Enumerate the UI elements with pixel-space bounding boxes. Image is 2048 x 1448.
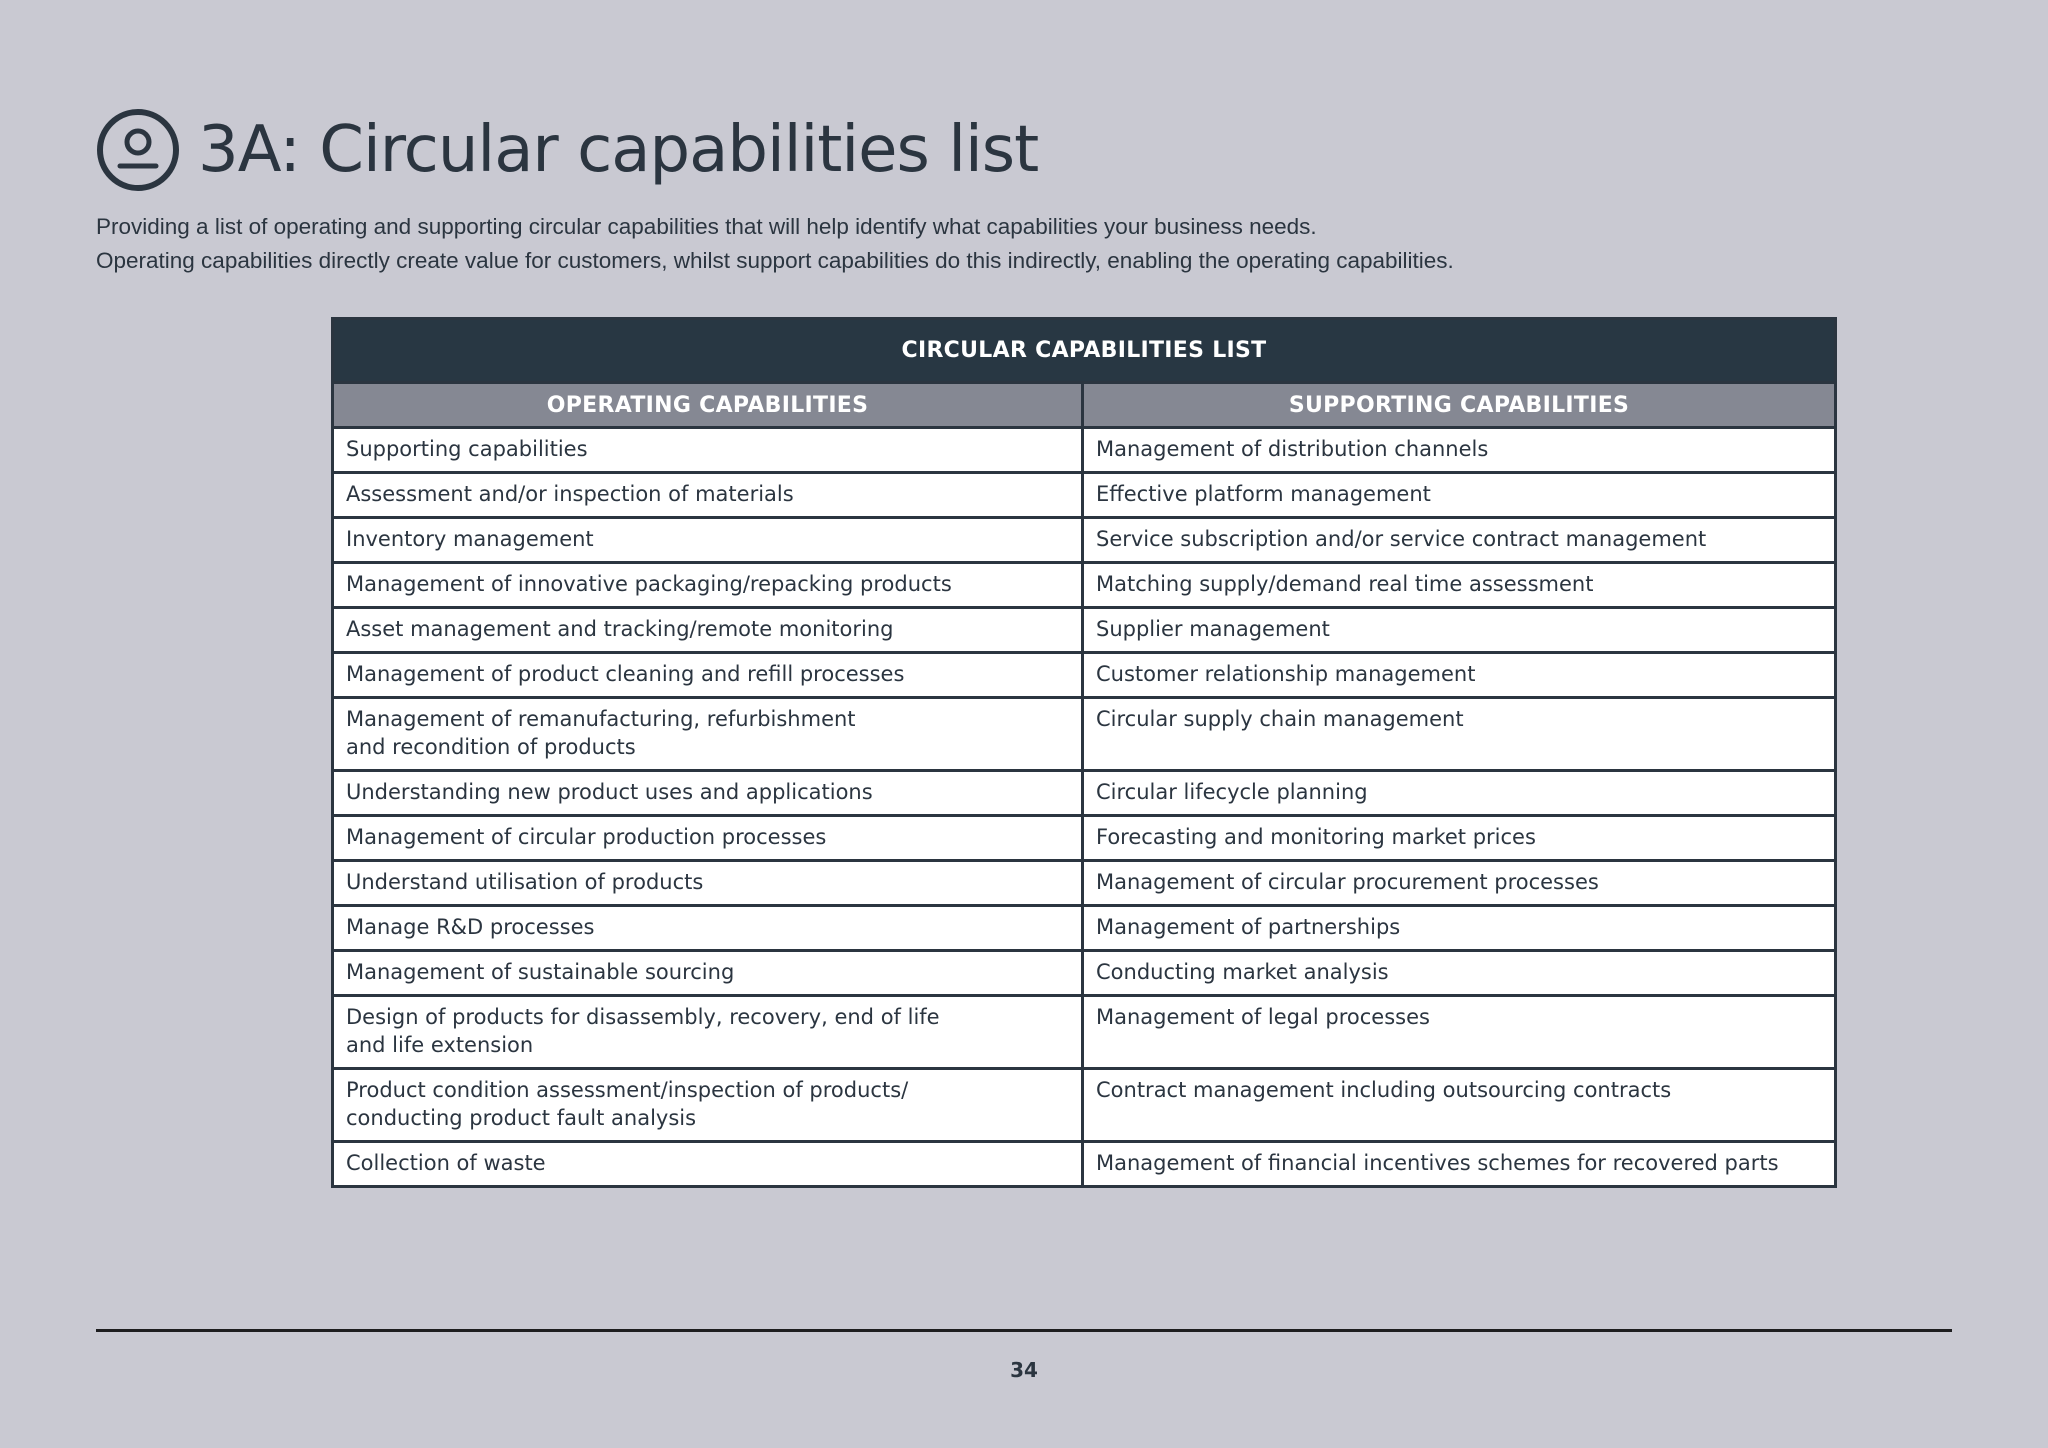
table-row: [333, 653, 1836, 698]
cell-text: Circular lifecycle planning: [1096, 780, 1368, 804]
cell-text: Manage R&D processes: [346, 915, 595, 939]
cell-text: Supporting capabilities: [346, 437, 588, 461]
supporting-capability-cell: [1083, 951, 1836, 996]
cell-text: Forecasting and monitoring market prices: [1096, 825, 1536, 849]
cell-text: Customer relationship management: [1096, 662, 1476, 686]
cell-text: Management of circular production processes: [346, 825, 827, 849]
cell-text: Effective platform management: [1096, 482, 1431, 506]
operating-capability-cell: [333, 816, 1083, 861]
supporting-capability-cell: [1083, 563, 1836, 608]
operating-capability-cell: [333, 653, 1083, 698]
cell-text: Management of remanufacturing, refurbishment and recondition of products: [346, 707, 856, 759]
operating-capability-cell: [333, 608, 1083, 653]
supporting-capabilities-header: SUPPORTING CAPABILITIES: [1083, 383, 1836, 428]
table-row: [333, 816, 1836, 861]
cell-text: Inventory management: [346, 527, 594, 551]
page-title: 3A: Circular capabilities list: [198, 113, 1039, 187]
cell-text: Matching supply/demand real time assessment: [1096, 572, 1594, 596]
cell-text: Conducting market analysis: [1096, 960, 1389, 984]
operating-capability-cell: [333, 428, 1083, 473]
cell-text: Management of financial incentives schemes for recovered parts: [1096, 1151, 1779, 1175]
supporting-capability-cell: [1083, 473, 1836, 518]
operating-capability-cell: [333, 771, 1083, 816]
cell-text: Collection of waste: [346, 1151, 546, 1175]
table-row: [333, 698, 1836, 771]
table-row: [333, 771, 1836, 816]
table-header-row: [333, 383, 1836, 428]
table-row: [333, 951, 1836, 996]
operating-capability-cell: [333, 1069, 1083, 1142]
operating-capability-cell: [333, 906, 1083, 951]
operating-capability-cell: [333, 996, 1083, 1069]
supporting-capability-cell: [1083, 428, 1836, 473]
cell-text: Service subscription and/or service contract management: [1096, 527, 1707, 551]
cell-text: Circular supply chain management: [1096, 707, 1464, 731]
cell-text: Supplier management: [1096, 617, 1330, 641]
operating-capability-cell: [333, 861, 1083, 906]
footer-divider: [96, 1329, 1952, 1332]
table-row: [333, 518, 1836, 563]
cell-text: Management of sustainable sourcing: [346, 960, 735, 984]
cell-text: Asset management and tracking/remote monitoring: [346, 617, 894, 641]
cell-text: Management of product cleaning and refill processes: [346, 662, 905, 686]
table-row: [333, 1142, 1836, 1187]
supporting-capability-cell: [1083, 653, 1836, 698]
supporting-capability-cell: [1083, 771, 1836, 816]
table-row: [333, 473, 1836, 518]
supporting-capability-cell: [1083, 996, 1836, 1069]
cell-text: Management of distribution channels: [1096, 437, 1489, 461]
table-row: [333, 428, 1836, 473]
table-row: [333, 563, 1836, 608]
cell-text: Design of products for disassembly, recovery, end of life and life extension: [346, 1005, 940, 1057]
operating-capabilities-header: OPERATING CAPABILITIES: [333, 383, 1083, 428]
cell-text: Management of legal processes: [1096, 1005, 1430, 1029]
cell-text: Understanding new product uses and applications: [346, 780, 873, 804]
supporting-capability-cell: [1083, 1142, 1836, 1187]
operating-capability-cell: [333, 698, 1083, 771]
cell-text: Management of partnerships: [1096, 915, 1401, 939]
table-title-row: [333, 319, 1836, 383]
supporting-capability-cell: [1083, 608, 1836, 653]
table-row: [333, 608, 1836, 653]
table-row: [333, 861, 1836, 906]
intro-text: [96, 210, 1454, 278]
page-header: [96, 108, 1038, 192]
person-circle-icon: [96, 108, 180, 192]
cell-text: Contract management including outsourcing contracts: [1096, 1078, 1672, 1102]
cell-text: Understand utilisation of products: [346, 870, 704, 894]
page-number: 34: [1010, 1358, 1038, 1382]
cell-text: Product condition assessment/inspection of products/ conducting product fault analysis: [346, 1078, 909, 1130]
supporting-capability-cell: [1083, 698, 1836, 771]
cell-text: Management of circular procurement processes: [1096, 870, 1599, 894]
table-row: [333, 996, 1836, 1069]
capabilities-table: [331, 317, 1837, 1188]
supporting-capability-cell: [1083, 816, 1836, 861]
supporting-capability-cell: [1083, 1069, 1836, 1142]
supporting-capability-cell: [1083, 518, 1836, 563]
intro-line-2: Operating capabilities directly create value for customers, whilst support capabilities do this indirectly, enabling the operating capabilities.: [96, 248, 1454, 273]
table-title: CIRCULAR CAPABILITIES LIST: [333, 319, 1836, 383]
operating-capability-cell: [333, 473, 1083, 518]
operating-capability-cell: [333, 518, 1083, 563]
operating-capability-cell: [333, 563, 1083, 608]
table-body: [333, 428, 1836, 1187]
intro-line-1: Providing a list of operating and supporting circular capabilities that will help identify what capabilities your business needs.: [96, 214, 1317, 239]
supporting-capability-cell: [1083, 906, 1836, 951]
operating-capability-cell: [333, 951, 1083, 996]
cell-text: Management of innovative packaging/repacking products: [346, 572, 952, 596]
table-row: [333, 906, 1836, 951]
table-row: [333, 1069, 1836, 1142]
supporting-capability-cell: [1083, 861, 1836, 906]
cell-text: Assessment and/or inspection of materials: [346, 482, 794, 506]
operating-capability-cell: [333, 1142, 1083, 1187]
